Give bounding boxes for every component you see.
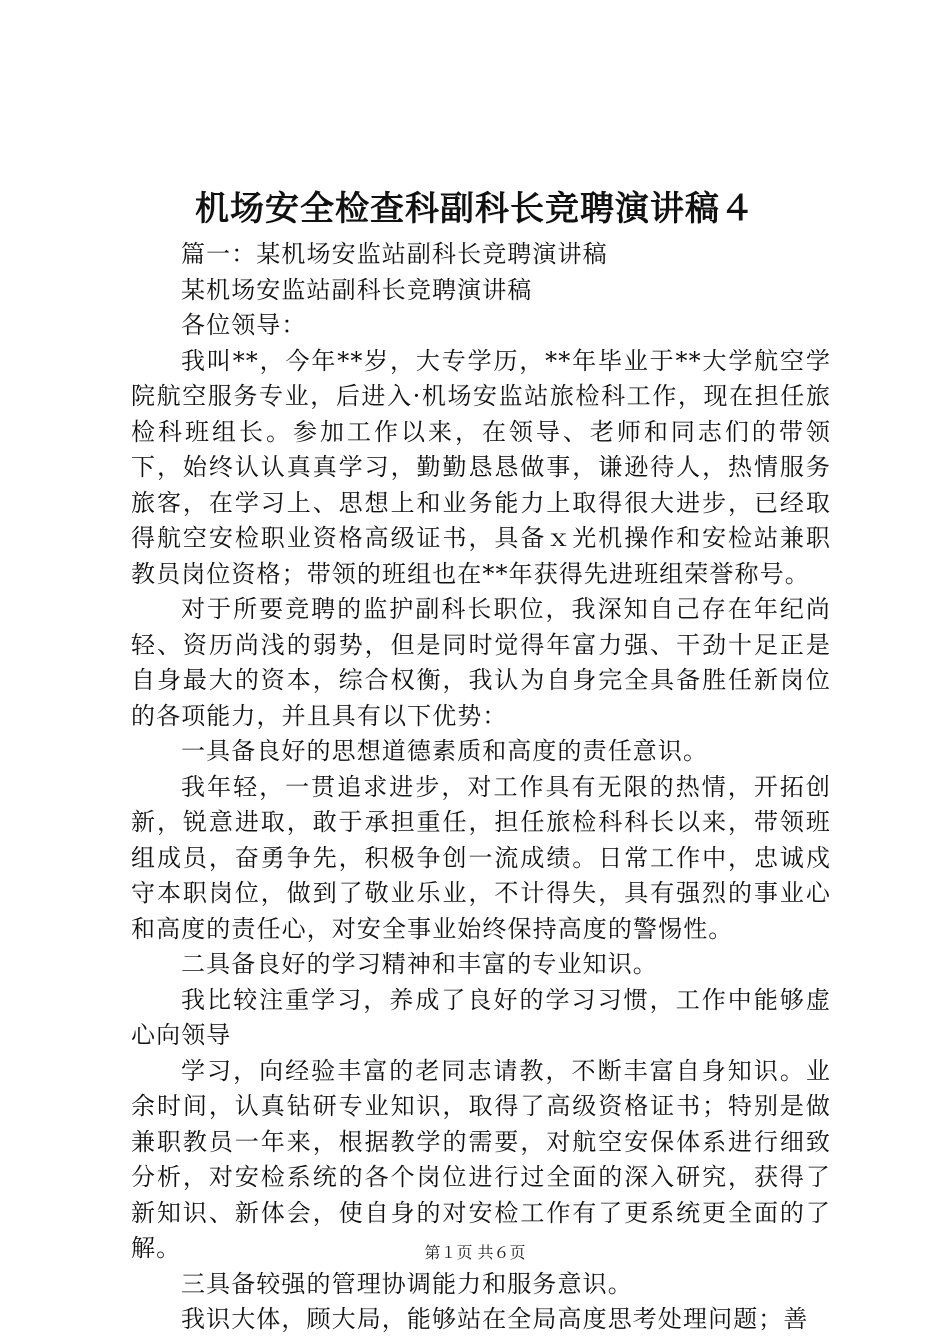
paragraph: 对于所要竞聘的监护副科长职位，我深知自己存在年纪尚轻、资历尚浅的弱势，但是同时觉得年富力强、干劲十足正是自身最大的资本，综合权衡，我认为自身完全具备胜任新岗位的各项能力，并且具有以下优势： <box>131 595 831 730</box>
paragraph: 学习，向经验丰富的老同志请教，不断丰富自身知识。业余时间，认真钻研专业知识，取得了高级资格证书；特别是做兼职教员一年来，根据教学的需要，对航空安保体系进行细致分析，对安检系统的各个岗位进行过全面的深入研究，获得了新知识、新体会，使自身的对安检工作有了更系统更全面的了解。 <box>131 1056 831 1262</box>
paragraph: 各位领导： <box>181 311 307 339</box>
paragraph: 二具备良好的学习精神和丰富的专业知识。 <box>181 950 658 978</box>
paragraph: 我年轻，一贯追求进步，对工作具有无限的热情，开拓创新，锐意进取，敢于承担重任，担任旅检科科长以来，带领班组成员，奋勇争先，积极争创一流成绩。日常工作中，忠诚戍守本职岗位，做到了敬业乐业，不计得失，具有强烈的事业心和高度的责任心，对安全事业始终保持高度的警惕性。 <box>131 772 831 943</box>
page-footer: 第１页 共６页 <box>424 1243 526 1262</box>
paragraph: 我比较注重学习，养成了良好的学习习惯，工作中能够虚心向领导 <box>131 985 831 1049</box>
document-title: 机场安全检查科副科长竞聘演讲稿４ <box>195 189 755 229</box>
paragraph: 我叫**，今年**岁，大专学历，**年毕业于**大学航空学院航空服务专业，后进入·机场安监站旅检科工作，现在担任旅检科班组长。参加工作以来，在领导、老师和同志们的带领下，始终认认真真学习，勤勤恳恳做事，谦逊待人，热情服务旅客，在学习上、思想上和业务能力上取得很大进步，已经取得航空安检职业资格高级证书，具备ｘ光机操作和安检站兼职教员岗位资格；带领的班组也在**年获得先进班组荣誉称号。 <box>131 346 831 588</box>
document-body <box>131 237 831 1338</box>
paragraph: 三具备较强的管理协调能力和服务意识。 <box>181 1269 633 1298</box>
paragraph: 一具备良好的思想道德素质和高度的责任意识。 <box>181 737 709 765</box>
paragraph: 篇一：某机场安监站副科长竞聘演讲稿 <box>181 240 608 268</box>
paragraph: 我识大体，顾大局，能够站在全局高度思考处理问题；善 <box>181 1305 809 1333</box>
paragraph: 某机场安监站副科长竞聘演讲稿 <box>181 275 533 304</box>
